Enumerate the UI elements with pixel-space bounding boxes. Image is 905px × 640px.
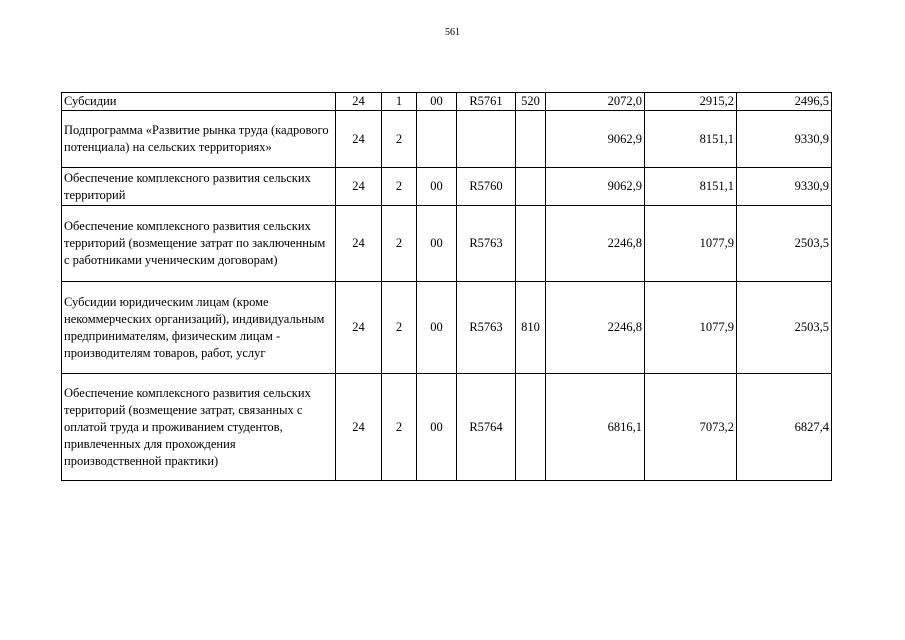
pp-code-cell: 2 — [382, 168, 417, 206]
amount-year2-cell: 8151,1 — [645, 111, 737, 168]
amount-year2-cell: 1077,9 — [645, 206, 737, 282]
row-name-cell: Обеспечение комплексного развития сельских территорий (возмещение затрат по заключенным с работниками ученическим договорам) — [62, 206, 336, 282]
amount-year1-cell: 9062,9 — [546, 111, 645, 168]
row-name-cell: Подпрограмма «Развитие рынка труда (кадрового потенциала) на сельских территориях» — [62, 111, 336, 168]
amount-year2-cell: 8151,1 — [645, 168, 737, 206]
direction-code-cell: R5760 — [457, 168, 516, 206]
om-code-cell — [417, 111, 457, 168]
row-name-cell: Обеспечение комплексного развития сельских территорий — [62, 168, 336, 206]
gp-code-cell: 24 — [336, 206, 382, 282]
amount-year3-cell: 2503,5 — [737, 206, 832, 282]
gp-code-cell: 24 — [336, 168, 382, 206]
amount-year3-cell: 9330,9 — [737, 111, 832, 168]
table-row — [62, 206, 832, 282]
amount-year3-cell: 9330,9 — [737, 168, 832, 206]
gp-code-cell: 24 — [336, 111, 382, 168]
amount-year3-cell: 2496,5 — [737, 93, 832, 111]
amount-year1-cell: 2072,0 — [546, 93, 645, 111]
table-row — [62, 111, 832, 168]
amount-year3-cell: 2503,5 — [737, 282, 832, 374]
om-code-cell: 00 — [417, 374, 457, 481]
pp-code-cell: 2 — [382, 111, 417, 168]
om-code-cell: 00 — [417, 206, 457, 282]
om-code-cell: 00 — [417, 282, 457, 374]
pp-code-cell: 2 — [382, 374, 417, 481]
budget-table — [61, 92, 832, 481]
amount-year2-cell: 7073,2 — [645, 374, 737, 481]
amount-year1-cell: 2246,8 — [546, 282, 645, 374]
expense-type-cell — [516, 206, 546, 282]
expense-type-cell — [516, 168, 546, 206]
gp-code-cell: 24 — [336, 282, 382, 374]
gp-code-cell: 24 — [336, 374, 382, 481]
table-row — [62, 168, 832, 206]
gp-code-cell: 24 — [336, 93, 382, 111]
amount-year2-cell: 1077,9 — [645, 282, 737, 374]
direction-code-cell: R5763 — [457, 282, 516, 374]
direction-code-cell — [457, 111, 516, 168]
direction-code-cell: R5761 — [457, 93, 516, 111]
amount-year2-cell: 2915,2 — [645, 93, 737, 111]
om-code-cell: 00 — [417, 93, 457, 111]
amount-year1-cell: 9062,9 — [546, 168, 645, 206]
expense-type-cell: 520 — [516, 93, 546, 111]
pp-code-cell: 2 — [382, 282, 417, 374]
page-number: 561 — [445, 27, 460, 38]
pp-code-cell: 1 — [382, 93, 417, 111]
amount-year1-cell: 2246,8 — [546, 206, 645, 282]
pp-code-cell: 2 — [382, 206, 417, 282]
expense-type-cell — [516, 111, 546, 168]
om-code-cell: 00 — [417, 168, 457, 206]
table-row — [62, 93, 832, 111]
row-name-cell: Субсидии юридическим лицам (кроме некоммерческих организаций), индивидуальным предпринимателям, физическим лицам - производителям товаров, работ, услуг — [62, 282, 336, 374]
table-row — [62, 374, 832, 481]
amount-year1-cell: 6816,1 — [546, 374, 645, 481]
direction-code-cell: R5763 — [457, 206, 516, 282]
direction-code-cell: R5764 — [457, 374, 516, 481]
expense-type-cell: 810 — [516, 282, 546, 374]
row-name-cell: Обеспечение комплексного развития сельских территорий (возмещение затрат, связанных с оплатой труда и проживанием студентов, привлеченных для прохождения производственной практики) — [62, 374, 336, 481]
row-name-cell: Субсидии — [62, 93, 336, 111]
expense-type-cell — [516, 374, 546, 481]
amount-year3-cell: 6827,4 — [737, 374, 832, 481]
table-row — [62, 282, 832, 374]
